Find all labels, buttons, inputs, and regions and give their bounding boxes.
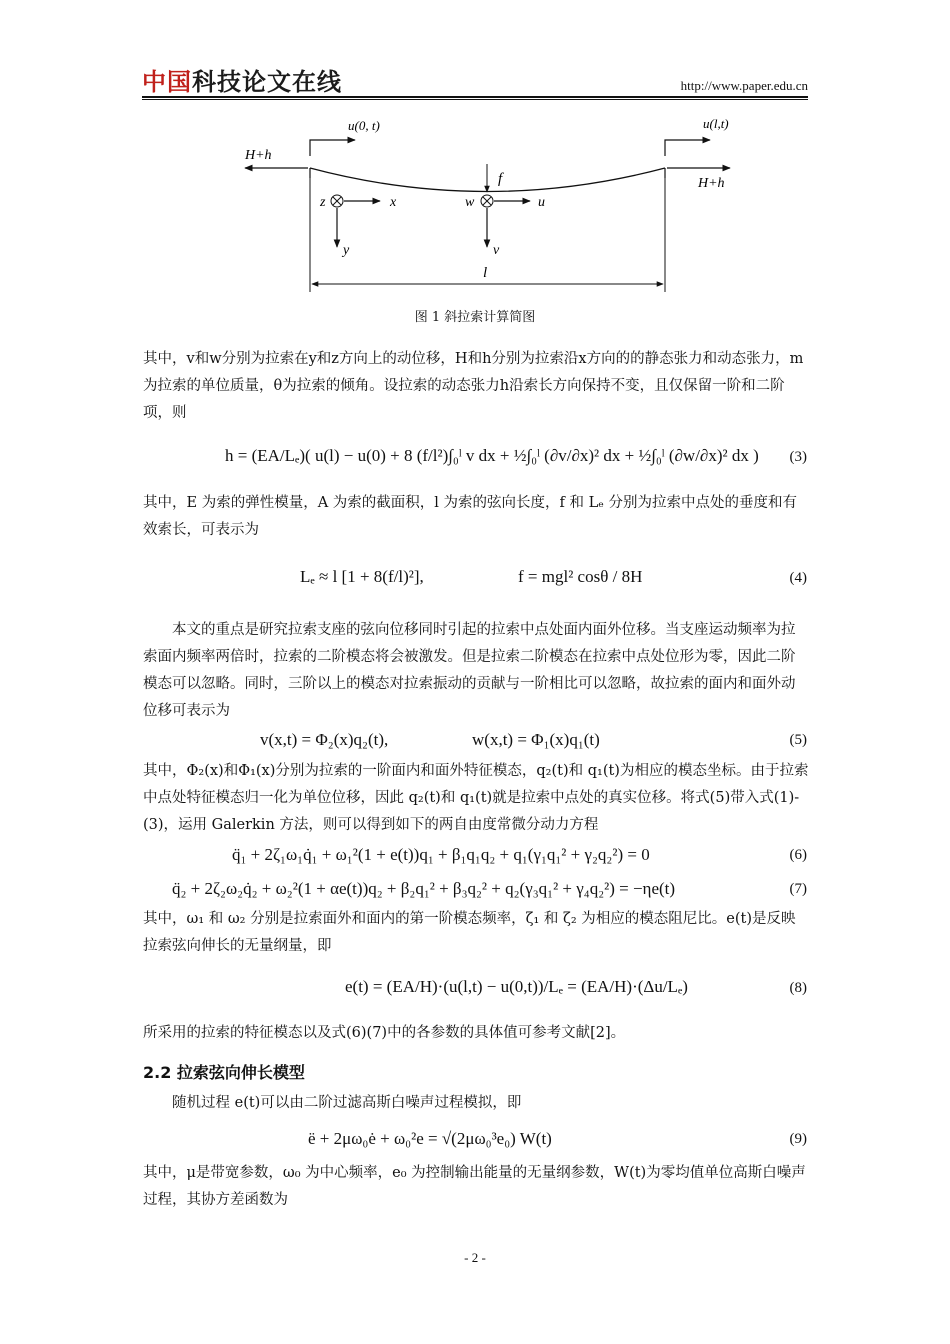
paragraph-4: 其中，Φ₂(x)和Φ₁(x)分别为拉索的一阶面内和面外特征模态，q₂(t)和 q₁(t)为相应的模态坐标。由于拉索中点处特征模态归一化为单位位移，因此 q₂(t)和 q₁(t)就是拉索中点处的真实位移。将式(5)带入式(1)-(3)，运用 Galerkin 方法，则可以得到如下的两自由度常微分动力方程 [143, 763, 809, 833]
label-u: u [538, 195, 545, 210]
equation-7: q̈₂ + 2ζ₂ω₂q̇₂ + ω₂²(1 + αe(t))q₂ + β₂q₁² + β₃q₂² + q₂(γ₃q₁² + γ₄q₂²) = −ηe(t) [172, 879, 676, 898]
label-v: v [493, 243, 500, 258]
equation-4b: f = mgl² cosθ / 8H [518, 567, 643, 586]
equation-6-number: (6) [789, 847, 807, 863]
header-rule [142, 96, 808, 98]
paragraph-5: 其中，ω₁ 和 ω₂ 分别是拉索面外和面内的第一阶模态频率，ζ₁ 和 ζ₂ 为相应的模态阻尼比。e(t)是反映拉索弦向伸长的无量纲量，即 [143, 911, 796, 954]
equation-5b: w(x,t) = Φ₁(x)q₁(t) [472, 730, 600, 749]
label-x: x [390, 195, 397, 210]
logo-black-text: 科技论文在线 [192, 68, 342, 96]
cable-diagram [230, 112, 750, 297]
label-z: z [320, 195, 326, 210]
paragraph-2: 其中，E 为索的弹性模量，A 为索的截面积，l 为索的弦向长度，f 和 Lₑ 分别为拉索中点处的垂度和有效索长，可表示为 [143, 495, 797, 538]
label-h-left: H+h [245, 148, 272, 163]
equation-3-number: (3) [789, 449, 807, 465]
equation-3: h = (EA/Lₑ)( u(l) − u(0) + 8 (f/l²)∫₀ˡ v dx + ½∫₀ˡ (∂v/∂x)² dx + ½∫₀ˡ (∂w/∂x)² dx ) [225, 446, 759, 465]
section-heading: 2.2 拉索弦向伸长模型 [143, 1063, 305, 1082]
left-support-arrow [310, 140, 355, 156]
paragraph-6: 所采用的拉索的特征模态以及式(6)(7)中的各参数的具体值可参考文献[2]。 [143, 1025, 626, 1041]
logo-red-text: 中国 [142, 68, 192, 96]
equation-5-number: (5) [789, 732, 807, 748]
label-ul: u(l,t) [703, 116, 729, 131]
label-h-right: H+h [698, 176, 725, 191]
header-url[interactable]: http://www.paper.edu.cn [680, 78, 808, 93]
journal-logo [142, 62, 342, 97]
figure-caption: 图 1 斜拉索计算简图 [414, 310, 536, 325]
equation-8-number: (8) [789, 980, 807, 996]
label-y: y [343, 243, 350, 258]
label-w: w [465, 195, 475, 210]
right-support-arrow [665, 140, 710, 156]
paragraph-8: 其中，μ是带宽参数，ω₀ 为中心频率，e₀ 为控制输出能量的无量纲参数，W(t)为零均值单位高斯白噪声过程，其协方差函数为 [143, 1165, 806, 1208]
label-l: l [483, 265, 488, 281]
label-f: f [498, 171, 503, 187]
equation-4-number: (4) [789, 570, 807, 586]
equation-8: e(t) = (EA/H)·(u(l,t) − u(0,t))/Lₑ = (EA/H)·(Δu/Lₑ) [345, 977, 688, 996]
header-rule-thin [142, 99, 808, 100]
page-number: - 2 - [464, 1250, 486, 1265]
paragraph-1: 其中，v和w分别为拉索在y和z方向上的动位移，H和h分别为拉索沿x方向的的静态张力和动态张力，m为拉索的单位质量，θ为拉索的倾角。设拉索的动态张力h沿索长方向保持不变，且仅保留一阶和二阶项，则 [143, 351, 804, 421]
equation-4a: Lₑ ≈ l [1 + 8(f/l)²], [300, 567, 424, 586]
equation-9: ë + 2μω₀ė + ω₀²e = √(2μω₀³e₀) W(t) [308, 1129, 552, 1148]
equation-6: q̈₁ + 2ζ₁ω₁q̇₁ + ω₁²(1 + e(t))q₁ + β₁q₁q₂ + q₁(γ₁q₁² + γ₂q₂²) = 0 [232, 845, 650, 864]
label-u0: u(0, t) [348, 118, 380, 133]
equation-7-number: (7) [789, 881, 807, 897]
paragraph-3: 本文的重点是研究拉索支座的弦向位移同时引起的拉索中点处面内面外位移。当支座运动频率为拉索面内频率两倍时，拉索的二阶模态将会被激发。但是拉索二阶模态在拉索中点处位形为零，因此二阶模态可以忽略。同时，三阶以上的模态对拉索振动的贡献与一阶相比可以忽略，故拉索的面内和面外动位移可表示为 [143, 622, 796, 719]
paragraph-7: 随机过程 e(t)可以由二阶过滤高斯白噪声过程模拟，即 [172, 1095, 522, 1111]
equation-9-number: (9) [789, 1131, 807, 1147]
equation-5a: v(x,t) = Φ₂(x)q₂(t), [260, 730, 389, 749]
